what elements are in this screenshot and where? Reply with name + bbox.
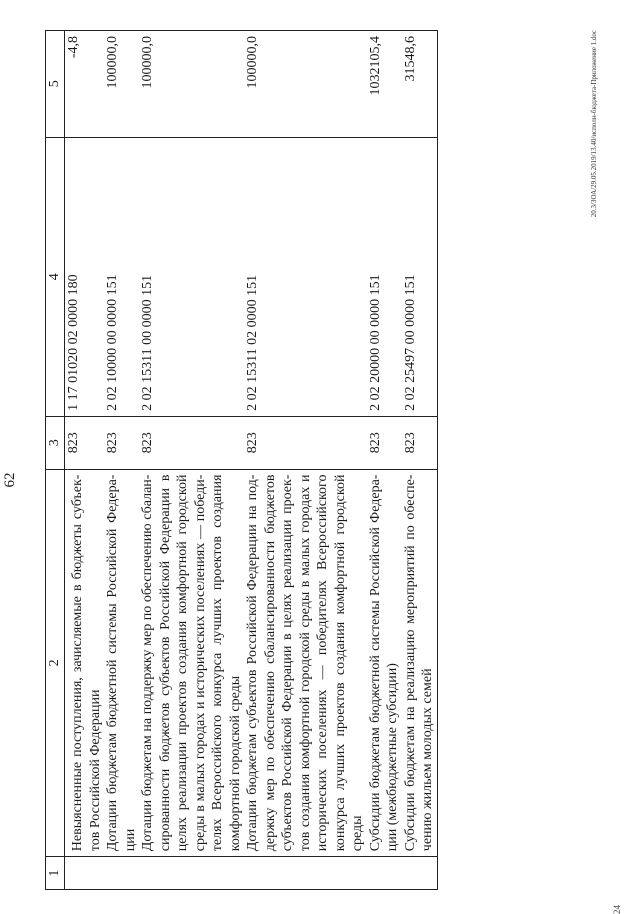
revenue-name-cell: Субсидии бюджетам на реализацию мероприятий по обеспе-чению жильем молодых семей: [402, 469, 438, 857]
amount-cell: 100000,0: [104, 31, 139, 138]
row-number-cell: [402, 857, 438, 890]
budget-classification-code-cell: 2 02 15311 00 0000 151: [139, 137, 244, 416]
amount-cell: 100000,0: [244, 31, 367, 138]
revenue-name-cell: Невыясненные поступления, зачисляемые в бюджеты субъек-тов Российской Федерации: [65, 469, 105, 857]
table-row: [139, 31, 244, 890]
revenue-name-cell: Дотации бюджетам на поддержку мер по обеспечению сбалан-сированности бюджетов субъектов Российской Федерации в целях реализации проектов создания комфортной городской среды в малых городах и исторических поселениях — победи-телях Всероссийского конкурса лучших проектов создания комфортной городской среды: [139, 469, 244, 857]
admin-code-cell: 823: [244, 416, 367, 469]
column-header-3: 3: [46, 416, 65, 469]
budget-classification-code-cell: 2 02 10000 00 0000 151: [104, 137, 139, 416]
table-row: [104, 31, 139, 890]
row-number-cell: [139, 857, 244, 890]
column-header-1: 1: [46, 857, 65, 890]
admin-code-cell: 823: [367, 416, 402, 469]
row-number-cell: [244, 857, 367, 890]
rotated-document-page: [2, 30, 622, 914]
row-number-cell: [104, 857, 139, 890]
admin-code-cell: 823: [104, 416, 139, 469]
revenue-name-cell: Дотации бюджетам бюджетной системы Российской Федера-ции: [104, 469, 139, 857]
table-row: [402, 31, 438, 890]
row-number-cell: [65, 857, 105, 890]
admin-code-cell: 823: [139, 416, 244, 469]
column-header-2: 2: [46, 469, 65, 857]
amount-cell: 1032105,4: [367, 31, 402, 138]
admin-code-cell: 823: [65, 416, 105, 469]
page-number: 62: [2, 472, 18, 488]
column-header-4: 4: [46, 137, 65, 416]
revenue-name-cell: Дотации бюджетам субъектов Российской Федерации на под-держку мер по обеспечению сбалансированности бюджетов субъектов Российской Федерации в целях реализации проек-тов создания комфортной городской среды в малых городах и исторических поселениях — победителях Всероссийского конкурса лучших проектов создания комфортной городской среды: [244, 469, 367, 857]
table-row: [65, 31, 105, 890]
revenue-name-cell: Субсидии бюджетам бюджетной системы Российской Федера-ции (межбюджетные субсидии): [367, 469, 402, 857]
file-path-footer: 20.3/ЗОА/29.05.2019/13.40/исполн-бюджета-Приложение 1.doc: [590, 30, 598, 218]
row-number-cell: [367, 857, 402, 890]
table-row: [367, 31, 402, 890]
amount-cell: 100000,0: [139, 31, 244, 138]
budget-classification-code-cell: 2 02 25497 00 0000 151: [402, 137, 438, 416]
budget-revenue-table: [45, 30, 438, 890]
budget-classification-code-cell: 1 17 01020 02 0000 180: [65, 137, 105, 416]
margin-mark: 24: [612, 905, 622, 914]
column-header-5: 5: [46, 31, 65, 138]
table-row: [244, 31, 367, 890]
budget-classification-code-cell: 2 02 20000 00 0000 151: [367, 137, 402, 416]
column-number-header-row: [46, 31, 65, 890]
budget-classification-code-cell: 2 02 15311 02 0000 151: [244, 137, 367, 416]
amount-cell: -4,8: [65, 31, 105, 138]
amount-cell: 31548,6: [402, 31, 438, 138]
admin-code-cell: 823: [402, 416, 438, 469]
